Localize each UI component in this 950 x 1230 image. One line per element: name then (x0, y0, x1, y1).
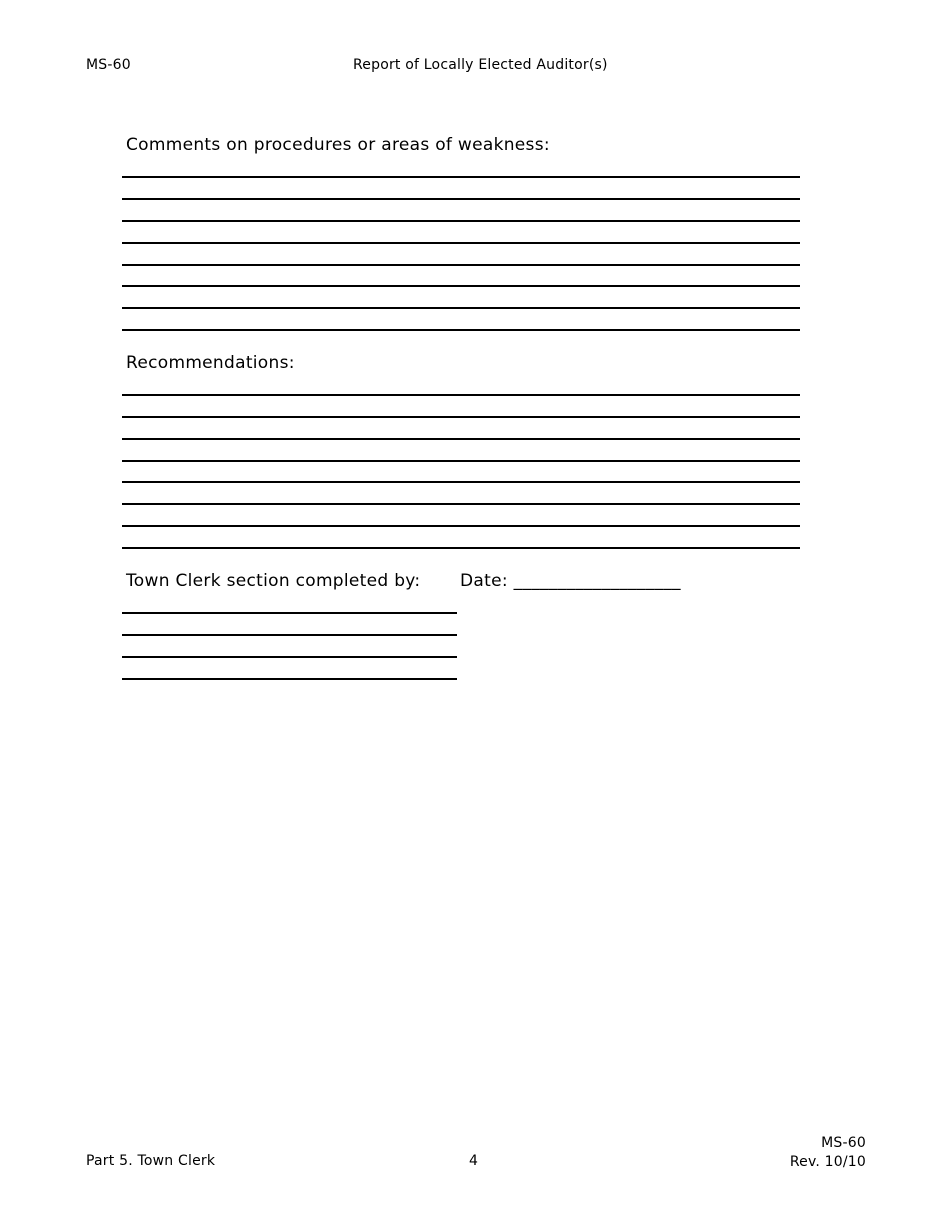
completed-by-line-2[interactable] (122, 634, 457, 636)
recommendations-line-8[interactable] (122, 547, 800, 549)
completed-by-line-3[interactable] (122, 656, 457, 658)
completed-by-label: Town Clerk section completed by: (126, 571, 421, 591)
comments-label: Comments on procedures or areas of weakness: (126, 135, 550, 155)
comments-line-1[interactable] (122, 176, 800, 178)
date-field[interactable] (460, 571, 681, 591)
comments-line-7[interactable] (122, 307, 800, 309)
footer-revision: Rev. 10/10 (789, 1154, 866, 1170)
footer-part: Part 5. Town Clerk (86, 1153, 216, 1169)
recommendations-line-3[interactable] (122, 438, 800, 440)
recommendations-label: Recommendations: (126, 353, 295, 373)
comments-line-2[interactable] (122, 198, 800, 200)
recommendations-line-5[interactable] (122, 481, 800, 483)
form-id: MS-60 (86, 57, 131, 73)
recommendations-line-6[interactable] (122, 503, 800, 505)
footer-form-id: MS-60 (821, 1135, 866, 1151)
comments-line-8[interactable] (122, 329, 800, 331)
comments-line-3[interactable] (122, 220, 800, 222)
recommendations-line-7[interactable] (122, 525, 800, 527)
recommendations-line-2[interactable] (122, 416, 800, 418)
comments-line-6[interactable] (122, 285, 800, 287)
recommendations-line-1[interactable] (122, 394, 800, 396)
recommendations-line-4[interactable] (122, 460, 800, 462)
date-blank[interactable]: ___________________ (513, 571, 681, 591)
completed-by-line-4[interactable] (122, 678, 457, 680)
comments-line-4[interactable] (122, 242, 800, 244)
completed-by-line-1[interactable] (122, 612, 457, 614)
report-title: Report of Locally Elected Auditor(s) (353, 57, 608, 73)
date-label: Date: (460, 571, 508, 591)
page-number: 4 (469, 1153, 479, 1169)
comments-line-5[interactable] (122, 264, 800, 266)
